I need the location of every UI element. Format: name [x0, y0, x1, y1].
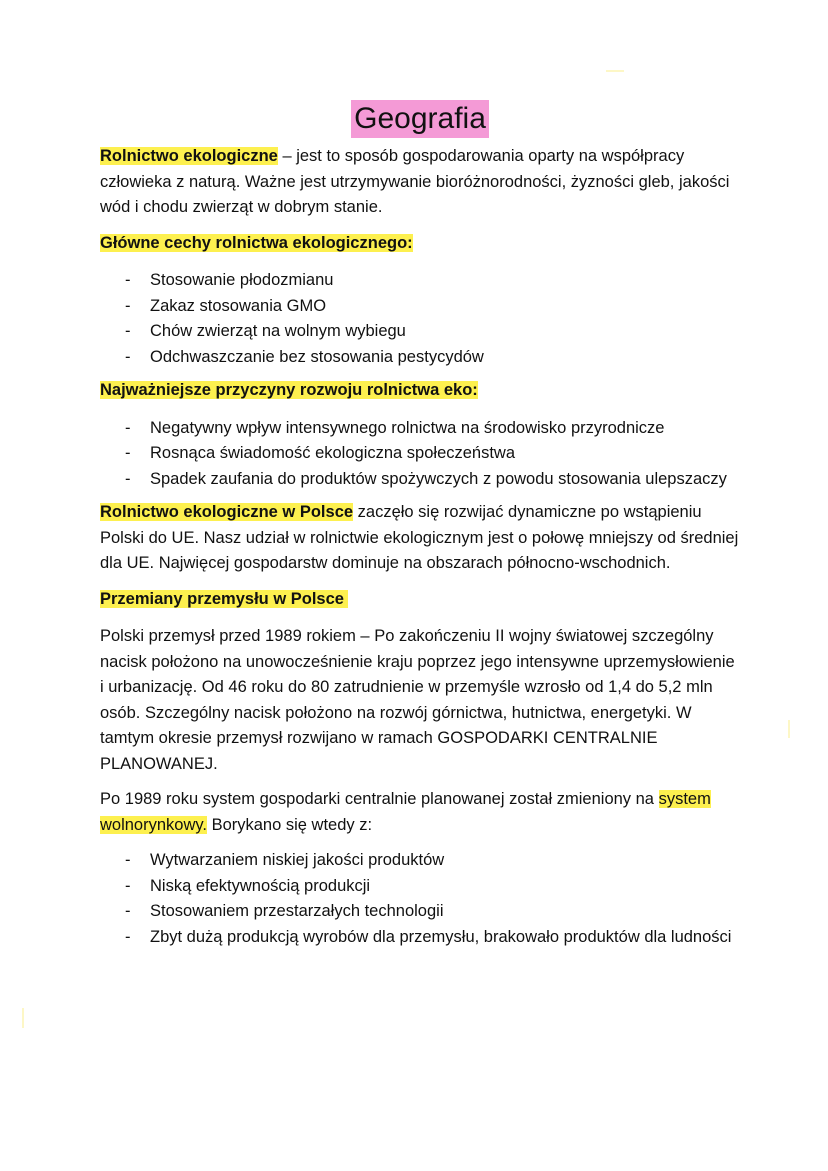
list-item: - Chów zwierząt na wolnym wybiegu: [150, 319, 740, 345]
list-item: - Stosowaniem przestarzałych technologii: [150, 899, 740, 925]
term-highlight: Rolnictwo ekologiczne w Polsce: [100, 503, 354, 521]
after-1989-text-end: Borykano się wtedy z:: [206, 815, 373, 834]
before-1989-paragraph: Polski przemysł przed 1989 rokiem – Po zakończeniu II wojny światowej szczególny nacisk położono na unowocześnienie kraju poprzez jego intensywne uprzemysłowienie i urbanizację. Od 46 roku do 80 zatrudnienie w przemyśle wzrosło od 1,4 do 5,2 mln osób. Szczególny nacisk położono na rozwój górnictwa, hutnictwa, energetyki. W tamtym okresie przemysł rozwijano w ramach GOSPODARKI CENTRALNIE PLANOWANEJ.: [100, 627, 735, 773]
features-heading-text: Główne cechy rolnictwa ekologicznego:: [100, 233, 413, 252]
margin-mark: [606, 70, 624, 72]
list-item: - Odchwaszczanie bez stosowania pestycydów: [150, 345, 740, 371]
causes-heading: [100, 378, 740, 404]
poland-eco-paragraph: [100, 500, 740, 577]
causes-heading-text: Najważniejsze przyczyny rozwoju rolnictwa eko:: [100, 381, 478, 399]
term-highlight: Rolnictwo ekologiczne: [100, 147, 278, 165]
industry-heading-text: Przemiany przemysłu w Polsce: [100, 590, 348, 608]
list-item: - Wytwarzaniem niskiej jakości produktów: [150, 848, 740, 874]
title-wrap: [100, 100, 740, 138]
list-item: - Niską efektywnością produkcji: [150, 874, 740, 900]
list-item: - Zbyt dużą produkcją wyrobów dla przemysłu, brakowało produktów dla ludności: [150, 925, 740, 951]
list-item: - Negatywny wpływ intensywnego rolnictwa na środowisko przyrodnicze: [150, 416, 740, 442]
list-item: - Stosowanie płodozmianu: [150, 268, 740, 294]
document-page: [100, 100, 740, 958]
poland-eco-text: zaczęło się rozwijać dynamiczne po wstąpieniu Polski do UE. Nasz udział w rolnictwie ekologicznym jest o połowę mniejszy od średniej dla UE. Najwięcej gospodarstw dominuje na obszarach północno-wschodnich.: [100, 503, 739, 572]
list-item: - Spadek zaufania do produktów spożywczych z powodu stosowania ulepszaczy: [150, 467, 740, 493]
page-title: Geografia: [351, 100, 489, 138]
definition-text: – jest to sposób gospodarowania oparty na współpracy człowieka z naturą. Ważne jest utrzymywanie bioróżnorodności, żyzności gleb, jakości wód i chodu zwierząt w dobrym stanie.: [100, 147, 730, 216]
list-item: - Rosnąca świadomość ekologiczna społeczeństwa: [150, 441, 740, 467]
after-1989-text: Po 1989 roku system gospodarki centralnie planowanej został zmieniony na: [100, 790, 659, 808]
features-list: [100, 268, 740, 370]
definition-paragraph: [100, 144, 740, 221]
free-market-highlight: system wolnorynkowy.: [100, 790, 711, 834]
list-item: - Zakaz stosowania GMO: [150, 294, 740, 320]
margin-mark: [22, 1008, 24, 1028]
after-1989-paragraph: [100, 787, 740, 838]
margin-mark: [788, 720, 790, 738]
industry-heading: [100, 587, 740, 613]
causes-list: [100, 416, 740, 493]
features-heading: [100, 231, 740, 257]
problems-list: [100, 848, 740, 950]
